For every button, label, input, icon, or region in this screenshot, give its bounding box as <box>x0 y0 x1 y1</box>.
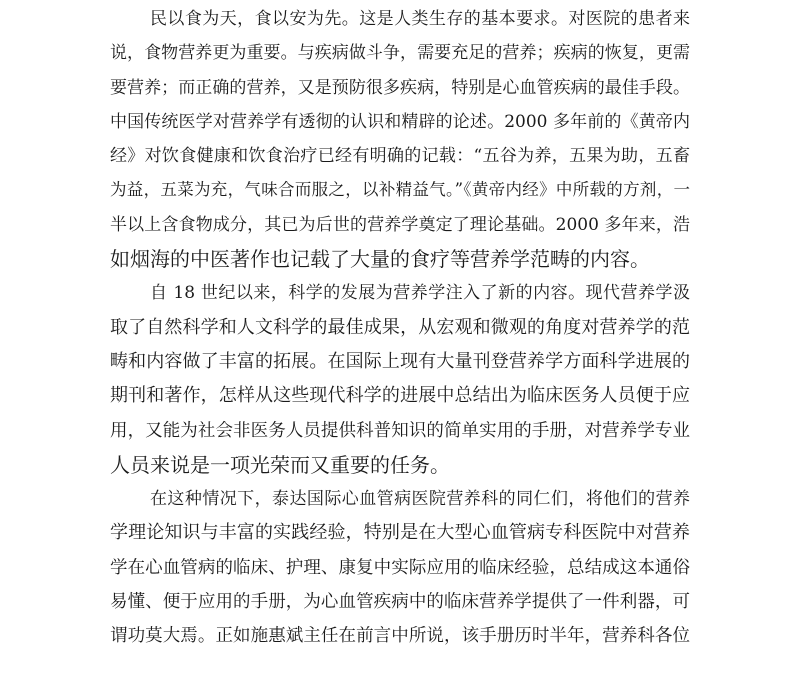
text-line: 学理论知识与丰富的实践经验，特别是在大型心血管病专科医院中对营养 <box>110 522 690 544</box>
text-line: 学在心血管病的临床、护理、康复中实际应用的临床经验，总结成这本通俗 <box>110 557 690 578</box>
text-line: 用，又能为社会非医务人员提供科普知识的简单实用的手册，对营养学专业 <box>110 420 690 441</box>
text-line: 在这种情况下，泰达国际心血管病医院营养科的同仁们，将他们的营养 <box>150 489 690 510</box>
text-line: 人员来说是一项光荣而又重要的任务。 <box>110 452 450 477</box>
text-line: 为益，五菜为充，气味合而服之，以补精益气。”《黄帝内经》中所载的方剂，一 <box>110 180 690 200</box>
text-line: 中国传统医学对营养学有透彻的认识和精辟的论述。2000 多年前的《黄帝内 <box>110 111 690 132</box>
text-line: 说，食物营养更为重要。与疾病做斗争，需要充足的营养；疾病的恢复，更需 <box>110 43 690 64</box>
document-page <box>110 2 690 654</box>
text-line: 民以食为天，食以安为先。这是人类生存的基本要求。对医院的患者来 <box>150 9 690 29</box>
paragraph-1 <box>110 2 690 276</box>
text-line: 半以上含食物成分，其已为后世的营养学奠定了理论基础。2000 多年来，浩 <box>110 214 690 235</box>
text-line: 取了自然科学和人文科学的最佳成果，从宏观和微观的角度对营养学的范 <box>110 316 690 338</box>
text-line: 经》对饮食健康和饮食治疗已经有明确的记载：“五谷为养，五果为助，五畜 <box>110 146 690 167</box>
text-line: 自 18 世纪以来，科学的发展为营养学注入了新的内容。现代营养学汲 <box>150 283 690 304</box>
text-line: 谓功莫大焉。正如施惠斌主任在前言中所说，该手册历时半年，营养科各位 <box>110 626 690 647</box>
text-line: 易懂、便于应用的手册，为心血管疾病中的临床营养学提供了一件利器，可 <box>110 592 690 613</box>
paragraph-2 <box>110 276 690 482</box>
text-line: 如烟海的中医著作也记载了大量的食疗等营养学范畴的内容。 <box>110 247 650 272</box>
text-line: 畴和内容做了丰富的拓展。在国际上现有大量刊登营养学方面科学进展的 <box>110 350 690 372</box>
text-line: 要营养；而正确的营养，又是预防很多疾病，特别是心血管疾病的最佳手段。 <box>110 77 690 98</box>
paragraph-3 <box>110 482 690 653</box>
text-line: 期刊和著作，怎样从这些现代科学的进展中总结出为临床医务人员便于应 <box>110 385 690 407</box>
